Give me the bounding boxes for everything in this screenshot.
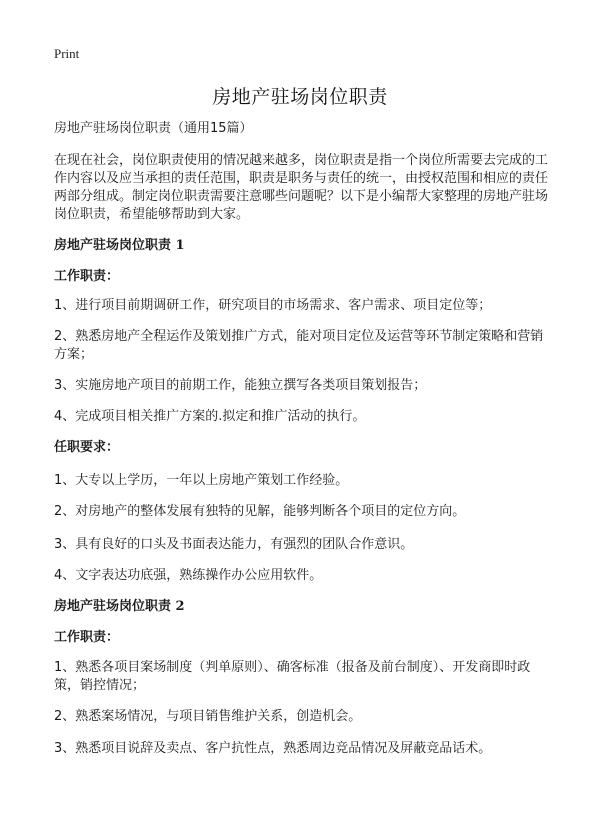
section-1-duties-heading: 工作职责： [54, 269, 120, 284]
print-label: Print [54, 46, 80, 61]
section-1-duty-3: 3、实施房地产项目的前期工作，能独立撰写各类项目策划报告； [54, 378, 427, 393]
section-1-requirement-3: 3、具有良好的口头及书面表达能力，有强烈的团队合作意识。 [54, 537, 414, 552]
section-1-duty-4: 4、完成项目相关推广方案的.拟定和推广活动的执行。 [54, 409, 366, 424]
section-2-duties-heading: 工作职责： [54, 630, 120, 645]
section-2-duty-2: 2、熟悉案场情况，与项目销售维护关系，创造机会。 [54, 709, 362, 724]
section-1-title: 房地产驻场岗位职责 1 [54, 238, 185, 253]
section-1-requirement-2: 2、对房地产的整体发展有独特的见解，能够判断各个项目的定位方向。 [54, 504, 466, 519]
section-2-duty-3: 3、熟悉项目说辞及卖点、客户抗性点，熟悉周边竞品情况及屏蔽竞品话术。 [54, 741, 492, 756]
section-1-duty-1: 1、进行项目前期调研工作，研究项目的市场需求、客户需求、项目定位等； [54, 298, 492, 313]
section-1-requirements-heading: 任职要求： [54, 440, 120, 455]
intro-paragraph: 在现在社会，岗位职责使用的情况越来越多，岗位职责是指一个岗位所需要去完成的工作内容以及应当承担的责任范围，职责是职务与责任的统一，由授权范围和相应的责任两部分组成。制定岗位职责需要注意哪些问题呢？以下是小编帮大家整理的房地产驻场岗位职责，希望能够帮助到大家。 [54, 153, 549, 222]
section-2-title: 房地产驻场岗位职责 2 [54, 599, 185, 614]
section-1-duty-2: 2、熟悉房地产全程运作及策划推广方式，能对项目定位及运营等环节制定策略和营销方案； [54, 329, 544, 362]
section-2-duty-1: 1、熟悉各项目案场制度（判单原则）、确客标准（报备及前台制度）、开发商即时政策，销控情况； [54, 660, 531, 693]
section-1-requirement-4: 4、文字表达功底强，熟练操作办公应用软件。 [54, 568, 323, 583]
document-subtitle: 房地产驻场岗位职责（通用15篇） [54, 121, 253, 136]
section-1-requirement-1: 1、大专以上学历，一年以上房地产策划工作经验。 [54, 473, 349, 488]
document-title: 房地产驻场岗位职责 [212, 86, 388, 108]
